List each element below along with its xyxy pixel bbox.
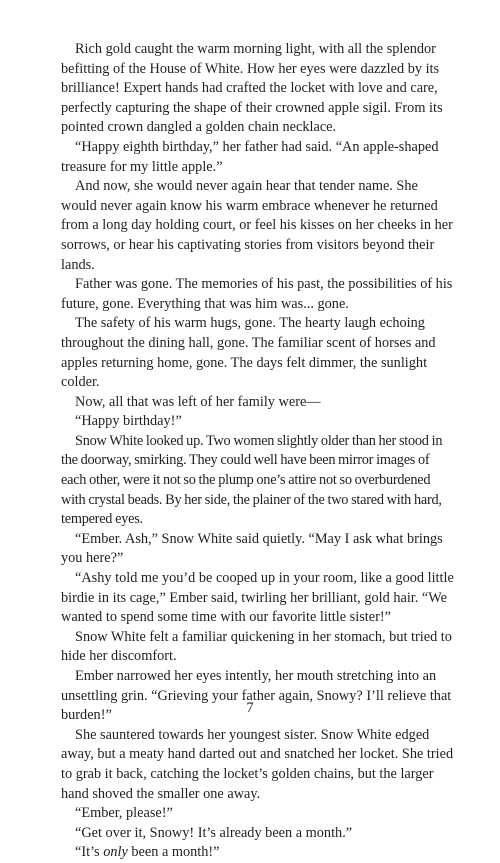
paragraph: Snow White felt a familiar quickening in her stomach, but tried to hide her discomfort.: [61, 628, 452, 665]
paragraph: Now, all that was left of her family were—: [75, 393, 321, 410]
paragraph: “Ember. Ash,” Snow White said quietly. “May I ask what brings you here?”: [61, 530, 443, 567]
paragraph: The safety of his warm hugs, gone. The hearty laugh echoing throughout the dining hall, gone. The familiar scent of horses and apples returning home, gone. The days felt dimmer, the sunlight colder.: [61, 315, 436, 391]
paragraph: “Happy birthday!”: [75, 413, 182, 430]
body-text: [61, 40, 455, 863]
paragraph-last-end: been a month!”: [127, 844, 220, 861]
emphasis-word: only: [103, 844, 128, 861]
paragraph: “Happy eighth birthday,” her father had said. “An apple-shaped treasure for my little apple.”: [61, 138, 439, 175]
paragraph: Rich gold caught the warm morning light, with all the splendor befitting of the House of White. How her eyes were dazzled by its brilliance! Expert hands had crafted the locket with love and care, perfectly capturing the shape of their crowned apple sigil. From its pointed crown dangled a golden chain necklace.: [61, 41, 443, 136]
paragraph: “Get over it, Snowy! It’s already been a month.”: [75, 824, 353, 841]
paragraph-last-start: “It’s: [75, 844, 104, 861]
page-number: 7: [246, 700, 254, 716]
paragraph: Ember narrowed her eyes intently, her mouth stretching into an unsettling grin. “Grieving your father again, Snowy? I’ll relieve that burden!”: [61, 668, 452, 724]
paragraph: And now, she would never again hear that tender name. She would never again know his warm embrace whenever he returned from a long day holding court, or feel his kisses on her cheeks in her sorrows, or hear his captivating stories from visitors beyond their lands.: [61, 178, 453, 273]
paragraph: Father was gone. The memories of his past, the possibilities of his future, gone. Everything that was him was... gone.: [61, 276, 453, 312]
paragraph: She sauntered towards her youngest sister. Snow White edged away, but a meaty hand darted out and snatched her locket. She tried to grab it back, catching the locket’s golden chains, but the larger hand shoved the smaller one away.: [61, 726, 454, 802]
paragraph: “Ashy told me you’d be cooped up in your room, like a good little birdie in its cage,” Ember said, twirling her brilliant, gold hair. “We wanted to spend some time with our favorite little sister!”: [61, 570, 454, 626]
paragraph: “Ember, please!”: [75, 805, 173, 822]
paragraph-last: [61, 843, 455, 863]
paragraph: Snow White looked up. Two women slightly older than her stood in the doorway, smirking. They could well have been mirror images of each other, were it not so the plump one’s attire not so overburdened with crystal beads. By her side, the plainer of the two stared with hard, tempered eyes.: [61, 432, 443, 528]
